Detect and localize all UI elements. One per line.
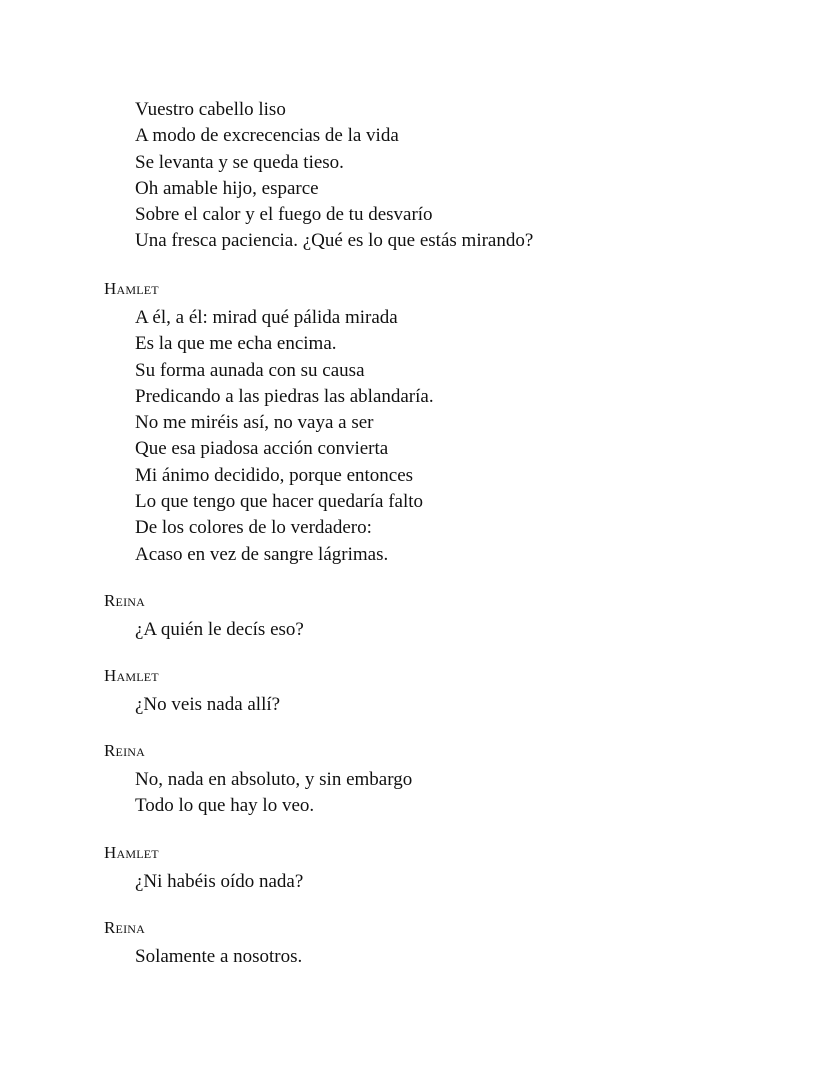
verse-line: Es la que me echa encima. — [135, 333, 337, 355]
verse-lines — [0, 692, 280, 718]
speech-block — [0, 97, 533, 255]
verse-lines — [0, 767, 412, 820]
verse-lines — [0, 944, 302, 970]
speaker-name: Hamlet — [104, 843, 159, 862]
verse-line: Lo que tengo que hacer quedaría falto — [135, 491, 424, 513]
verse-lines — [0, 97, 533, 255]
speech-block — [0, 843, 303, 895]
verse-line: ¿Ni habéis oído nada? — [135, 871, 304, 892]
verse-line: A modo de excrecencias de la vida — [135, 125, 399, 147]
speech-block — [0, 918, 302, 970]
speech-block — [0, 279, 434, 568]
verse-line: Todo lo que hay lo veo. — [135, 795, 315, 817]
verse-line: Una fresca paciencia. ¿Qué es lo que estás mirando? — [135, 230, 534, 252]
speaker-name: Hamlet — [104, 279, 159, 298]
verse-line: Acaso en vez de sangre lágrimas. — [135, 543, 389, 565]
verse-line: Se levanta y se queda tieso. — [135, 151, 344, 173]
speech-block — [0, 591, 304, 643]
speaker-name: Reina — [104, 591, 145, 610]
verse-line: Mi ánimo decidido, porque entonces — [135, 464, 414, 486]
verse-line: No me miréis así, no vaya a ser — [135, 412, 374, 434]
verse-line: Vuestro cabello liso — [135, 99, 286, 120]
verse-line: Solamente a nosotros. — [135, 946, 303, 967]
verse-line: Su forma aunada con su causa — [135, 359, 365, 381]
verse-line: ¿No veis nada allí? — [135, 694, 281, 715]
verse-line: Oh amable hijo, esparce — [135, 177, 319, 199]
verse-lines — [0, 305, 434, 568]
verse-line: ¿A quién le decís eso? — [135, 619, 304, 640]
speech-block — [0, 666, 280, 718]
speaker-name: Reina — [104, 918, 145, 937]
verse-lines — [0, 869, 303, 895]
verse-line: Que esa piadosa acción convierta — [135, 438, 389, 460]
speaker-name: Reina — [104, 741, 145, 760]
speaker-name: Hamlet — [104, 666, 159, 685]
verse-line: Predicando a las piedras las ablandaría. — [135, 385, 434, 407]
verse-line: De los colores de lo verdadero: — [135, 517, 372, 539]
verse-line: A él, a él: mirad qué pálida mirada — [135, 307, 398, 328]
speech-block — [0, 741, 412, 820]
verse-lines — [0, 617, 304, 643]
verse-line: Sobre el calor y el fuego de tu desvarío — [135, 204, 433, 226]
verse-line: No, nada en absoluto, y sin embargo — [135, 769, 413, 790]
